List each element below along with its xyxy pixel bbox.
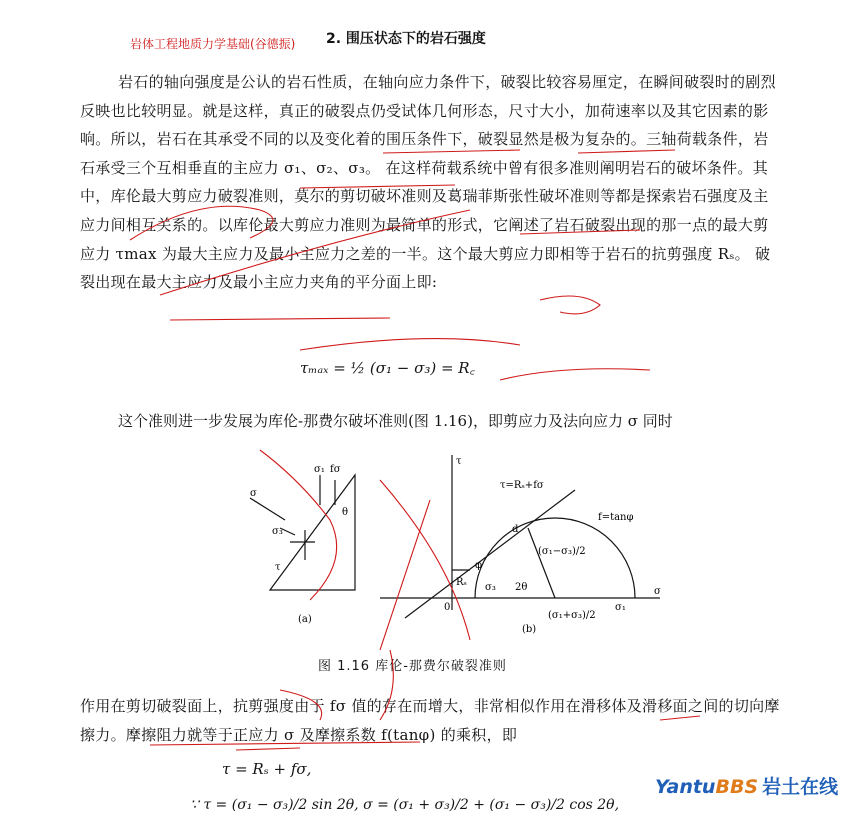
fig-b-line-eq: τ=Rₛ+fσ (500, 480, 544, 491)
logo-bbs-text: BBS (715, 776, 759, 798)
fig-b-phi-label: φ (475, 560, 483, 571)
fig-b-point-d: d (512, 524, 519, 535)
figure-caption: 图 1.16 库伦-那费尔破裂准则 (318, 659, 507, 674)
fig-b-2theta-label: 2θ (515, 582, 528, 593)
fig-a-theta-label: θ (342, 507, 349, 518)
section-heading: 2. 围压状态下的岩石强度 (326, 31, 486, 47)
formula-max-shear: τₘₐₓ = ½ (σ₁ − σ₃) = R꜀ (300, 359, 475, 377)
paragraph-3: 作用在剪切破裂面上，抗剪强度由于 fσ 值的存在而增大，非常相似作用在滑移体及滑移面之间的切向摩擦力。摩擦阻力就等于正应力 σ 及摩擦系数 f(tanφ) 的乘积，即 (80, 697, 780, 744)
paragraph-1: 岩石的轴向强度是公认的岩石性质，在轴向应力条件下，破裂比较容易厘定，在瞬间破裂时的剧烈反映也比较明显。就是这样，真正的破裂点仍受试体几何形态，尺寸大小，加荷速率以及其它因素的影响。所以，岩石在其承受不同的以及变化着的围压条件下，破裂显然是极为复杂的。三轴荷载条件，岩石承受三个互相垂直的主应力 σ₁、σ₂、σ₃。 在这样荷载系统中曾有很多准则阐明岩石的破坏条件。其中，库伦最大剪应力破裂准则，莫尔的剪切破坏准则及葛瑞菲斯张性破坏准则等都是探索岩石强度及主应力间相互关系的。以库伦最大剪应力准则为最简单的形式，它阐述了岩石破裂出现的那一点的最大剪应力 τmax 为最大主应力及最小主应力之差的一半。这个最大剪应力即相等于岩石的抗剪强度 Rₛ。 破裂出现在最大主应力及最小主应力夹角的平分面上即: (80, 73, 776, 292)
yantu-logo (655, 772, 838, 799)
fig-b-radius-label: (σ₁−σ₃)/2 (538, 546, 586, 557)
formula-coulomb-navier: τ = Rₛ + fσ, (222, 760, 312, 778)
fig-b-f-eq: f=tanφ (598, 512, 634, 523)
logo-yantu-text: Yantu (655, 776, 716, 798)
fig-a-fsigma-label: fσ (330, 464, 341, 475)
fig-a-tau-label: τ (275, 562, 281, 573)
figure-a-specimen (250, 475, 355, 590)
paragraph-2: 这个准则进一步发展为库伦-那费尔破坏准则(图 1.16)，即剪应力及法向应力 σ 同时 (118, 412, 673, 430)
fig-b-sigma-axis: σ (654, 586, 661, 597)
watermark: 岩体工程地质力学基础(谷德振) (130, 37, 296, 51)
fig-b-rs-label: Rₛ (456, 577, 467, 588)
fig-b-label: (b) (522, 624, 537, 635)
formula-stress-components: ∵ τ = (σ₁ − σ₃)/2 sin 2θ, σ = (σ₁ + σ₃)/2 + (σ₁ − σ₃)/2 cos 2θ, (190, 797, 620, 813)
fig-b-tau-axis: τ (456, 456, 462, 467)
fig-a-label: (a) (298, 614, 312, 625)
fig-b-sigma1-label: σ₁ (615, 602, 626, 613)
fig-b-origin: 0 (444, 602, 451, 613)
fig-a-sigma1-label: σ₁ (314, 464, 325, 475)
fig-a-sigma-label: σ (250, 488, 257, 499)
fig-b-sigma3-label: σ₃ (485, 582, 496, 593)
logo-cn-text: 岩土在线 (762, 776, 839, 798)
figure-1-16 (230, 450, 670, 650)
fig-b-center-label: (σ₁+σ₃)/2 (548, 610, 596, 621)
fig-a-sigma3-label: σ₃ (272, 526, 283, 537)
